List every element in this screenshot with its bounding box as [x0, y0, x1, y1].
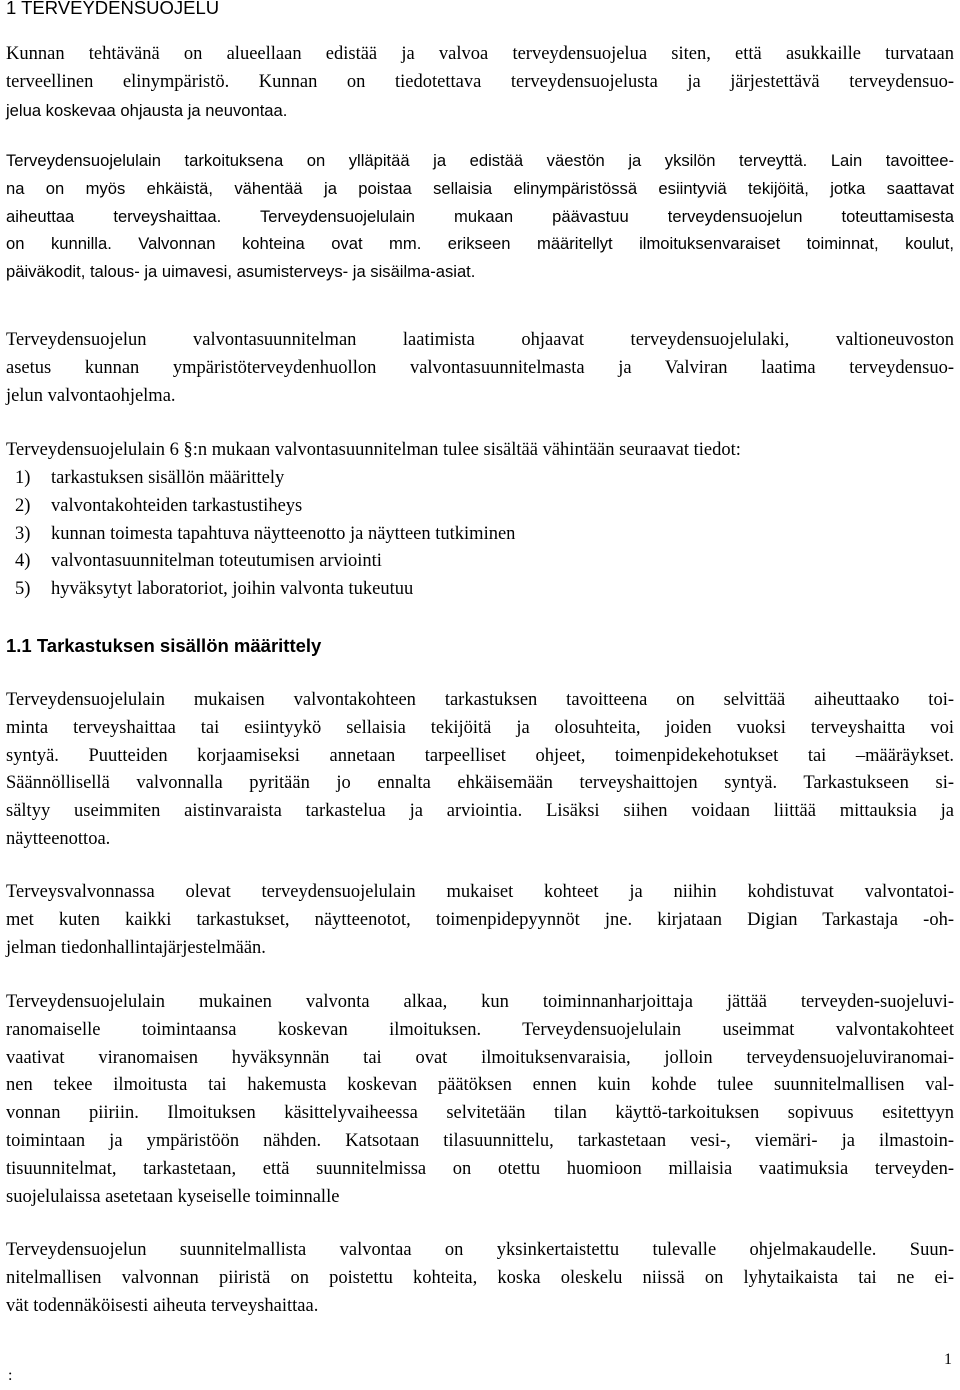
paragraph-guidance: [6, 327, 954, 410]
document-title: 1 TERVEYDENSUOJELU: [6, 0, 220, 18]
text-line: Terveydensuojelulain tarkoituksena on ylläpitää ja edistää väestön ja yksilön terveyttä. Lain tavoittee-: [6, 151, 954, 170]
text-line: Kunnan tehtävänä on alueellaan edistää ja valvoa terveydensuojelua siten, että asukkaille turvataan: [6, 44, 954, 64]
text-line: nitelmallisen valvonnan piiristä on poistettu kohteita, koska oleskelu niissä on lyhytaikaista tai ne ei-: [6, 1267, 954, 1288]
paragraph-purpose: [6, 147, 954, 286]
text-line: Säännöllisellä valvonnalla pyritään jo ennalta ehkäisemään terveyshaittojen syntyä. Tarkastukseen si-: [6, 773, 954, 794]
text-line: vonnan piiriin. Ilmoituksen käsittelyvaiheessa selvitetään tilan käyttö-tarkoituksen sopivuus esitettyyn: [6, 1103, 954, 1124]
text-line: Terveydensuojelulain mukaisen valvontakohteen tarkastuksen tavoitteena on selvittää aiheuttaako toi-: [6, 690, 954, 710]
text-line: tisuunnitelmat, tarkastetaan, että suunnitelmissa on otettu huomioon millaisia vaatimuksia terveyden-: [6, 1158, 954, 1179]
text-line: näytteenottoa.: [6, 828, 111, 849]
list-item: 1) tarkastuksen sisällön määrittely: [15, 468, 285, 488]
text-line: Terveydensuojelulain 6 §:n mukaan valvontasuunnitelman tulee sisältää vähintään seuraavat tiedot:: [6, 440, 741, 460]
text-line: Terveydensuojelun suunnitelmallista valvontaa on yksinkertaistettu tulevalle ohjelmakaudelle. Suun-: [6, 1240, 954, 1260]
requirements-list: [15, 465, 515, 604]
paragraph-requirements: [6, 437, 954, 465]
text-line: syntyä. Puutteiden korjaamiseksi annetaan tarpeelliset ohjeet, toimenpidekehotukset tai –määräykset.: [6, 745, 954, 766]
paragraph-planned-supervision: [6, 1237, 954, 1320]
text-line: terveellinen elinympäristö. Kunnan on tiedotettava terveydensuojelusta ja järjestettävä terveydensuo-: [6, 71, 954, 92]
text-line: Terveydensuojelulain mukainen valvonta alkaa, kun toiminnanharjoittaja jättää terveyden-suojeluvi-: [6, 992, 954, 1012]
text-line: na on myös ehkäistä, vähentää ja poistaa sellaisia elinympäristössä esiintyviä tekijöitä, jotka saattavat: [6, 178, 954, 198]
text-line: jelman tiedonhallintajärjestelmään.: [6, 937, 266, 958]
list-item: 2) valvontakohteiden tarkastustiheys: [15, 495, 303, 516]
paragraph-recording: [6, 879, 954, 962]
text-line: vät todennäköisesti aiheuta terveyshaittaa.: [6, 1295, 319, 1316]
text-line: vaativat viranomaisen hyväksynnän tai ovat ilmoituksenvaraisia, jolloin terveydensuojeluviranomai-: [6, 1047, 954, 1068]
paragraph-inspection: [6, 687, 954, 854]
section-title: 1.1 Tarkastuksen sisällön määrittely: [6, 635, 322, 656]
footer-mark: :: [8, 1367, 13, 1384]
text-line: asetus kunnan ympäristöterveydenhuollon valvontasuunnitelmasta ja Valviran laatima terveydensuo-: [6, 357, 954, 378]
page-number: 1: [944, 1351, 952, 1368]
text-line: suojelulaissa asetetaan kyseiselle toiminnalle: [6, 1186, 340, 1207]
text-line: nen tekee ilmoitusta tai hakemusta koskevan päätöksen ennen kuin kohde tulee suunnitelmallisen val-: [6, 1075, 954, 1096]
text-line: aiheuttaa terveyshaittaa. Terveydensuojelulain mukaan päävastuu terveydensuojelun toteuttamisesta: [6, 206, 954, 226]
list-item: 3) kunnan toimesta tapahtuva näytteenotto ja näytteen tutkiminen: [15, 523, 516, 544]
paragraph-notification: [6, 989, 954, 1211]
paragraph-intro: [6, 41, 954, 124]
text-line: toimintaan ja ympäristöön nähden. Katsotaan tilasuunnittelu, tarkastetaan vesi-, viemäri- ja ilmastoin-: [6, 1130, 954, 1151]
text-line: Terveydensuojelun valvontasuunnitelman laatimista ohjaavat terveydensuojelulaki, valtioneuvoston: [6, 330, 954, 350]
text-line: sältyy useimmiten aistinvaraista tarkastelua ja arviointia. Lisäksi siihen voidaan liittää mittauksia ja: [6, 801, 954, 822]
text-line: minta terveyshaittaa tai esiintyykö sellaisia tekijöitä ja olosuhteita, joiden vuoksi terveyshaitta voi: [6, 717, 954, 738]
list-item: 5) hyväksytyt laboratoriot, joihin valvonta tukeutuu: [15, 579, 414, 600]
list-item: 4) valvontasuunnitelman toteutumisen arviointi: [15, 551, 382, 572]
text-line: jelua koskevaa ohjausta ja neuvontaa.: [6, 100, 288, 120]
text-line: on kunnilla. Valvonnan kohteina ovat mm. erikseen määritellyt ilmoituksenvaraiset toiminnat, koulut,: [6, 234, 954, 254]
text-line: Terveysvalvonnassa olevat terveydensuojelulain mukaiset kohteet ja niihin kohdistuvat valvontatoi-: [6, 882, 954, 902]
text-line: met kuten kaikki tarkastukset, näytteenotot, toimenpidepyynnöt jne. kirjataan Digian Tarkastaja -oh-: [6, 909, 954, 930]
text-line: jelun valvontaohjelma.: [6, 385, 176, 406]
text-line: päiväkodit, talous- ja uimavesi, asumisterveys- ja sisäilma-asiat.: [6, 262, 476, 282]
text-line: ranomaiselle toimintaansa koskevan ilmoituksen. Terveydensuojelulain useimmat valvontakohteet: [6, 1019, 954, 1040]
